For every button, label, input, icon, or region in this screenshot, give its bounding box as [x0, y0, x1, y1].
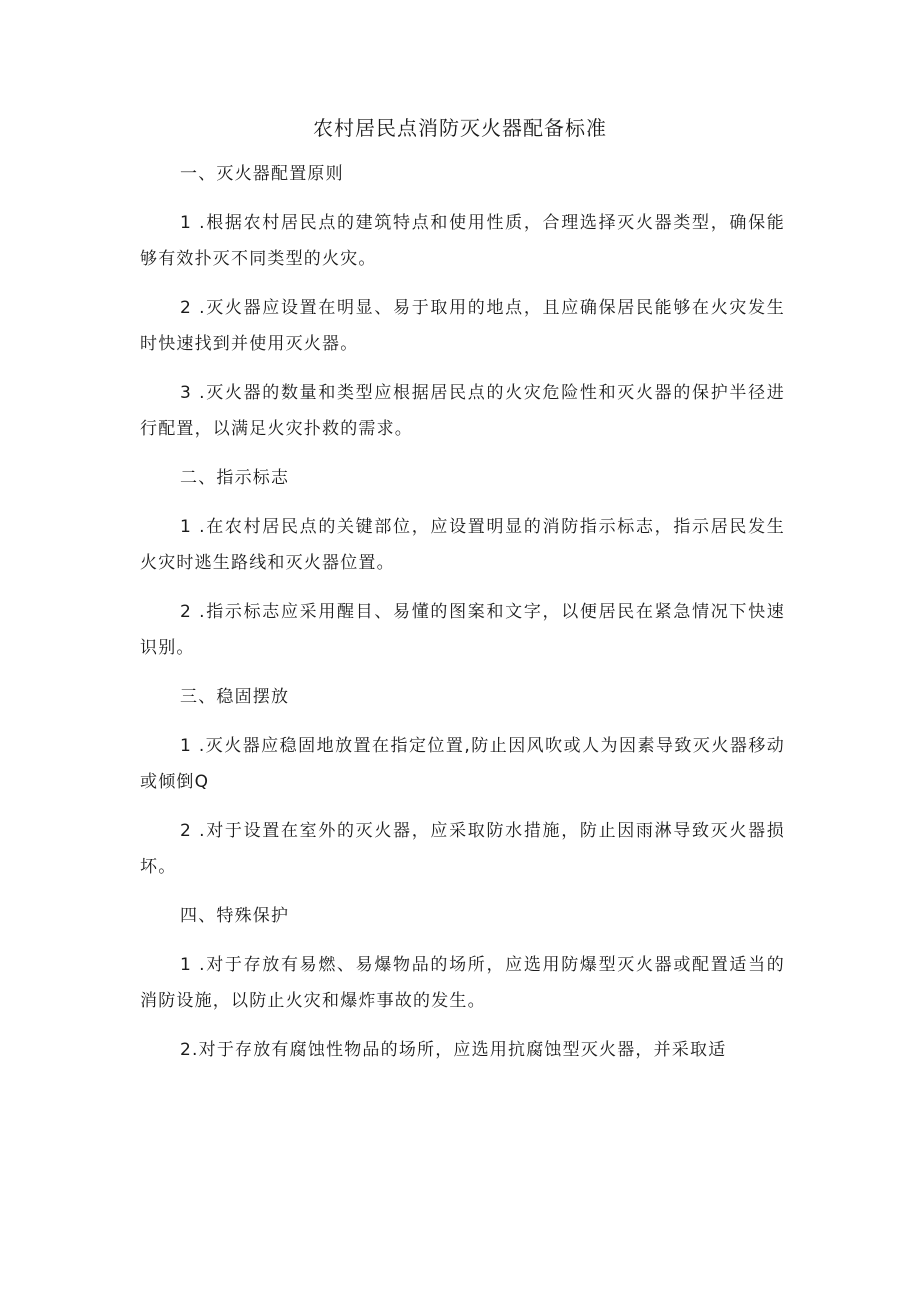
paragraph: 1 .在农村居民点的关键部位，应设置明显的消防指示标志，指示居民发生火灾时逃生路线和灭火器位置。 [140, 517, 785, 573]
paragraph: 2 .指示标志应采用醒目、易懂的图案和文字，以便居民在紧急情况下快速识别。 [140, 602, 785, 658]
paragraph: 3 .灭火器的数量和类型应根据居民点的火灾危险性和灭火器的保护半径进行配置，以满足火灾扑救的需求。 [140, 383, 785, 439]
paragraph: 2 .灭火器应设置在明显、易于取用的地点，且应确保居民能够在火灾发生时快速找到并使用灭火器。 [140, 298, 785, 354]
document-title: 农村居民点消防灭火器配备标准 [313, 116, 607, 140]
section-heading-principles: 一、灭火器配置原则 [180, 164, 344, 184]
document-body [140, 156, 785, 1081]
paragraph: 1 .根据农村居民点的建筑特点和使用性质，合理选择灭火器类型，确保能够有效扑灭不同类型的火灾。 [140, 213, 785, 269]
paragraph: 2.对于存放有腐蚀性物品的场所，应选用抗腐蚀型灭火器，并采取适 [180, 1040, 727, 1060]
paragraph: 1 .灭火器应稳固地放置在指定位置,防止因风吹或人为因素导致灭火器移动或倾倒Q [140, 736, 785, 792]
section-heading-placement: 三、稳固摆放 [180, 687, 290, 707]
paragraph: 2 .对于设置在室外的灭火器，应采取防水措施，防止因雨淋导致灭火器损坏。 [140, 821, 785, 877]
section-heading-signage: 二、指示标志 [180, 468, 290, 488]
section-heading-special-protection: 四、特殊保护 [180, 906, 290, 926]
paragraph: 1 .对于存放有易燃、易爆物品的场所，应选用防爆型灭火器或配置适当的消防设施，以防止火灾和爆炸事故的发生。 [140, 955, 785, 1011]
